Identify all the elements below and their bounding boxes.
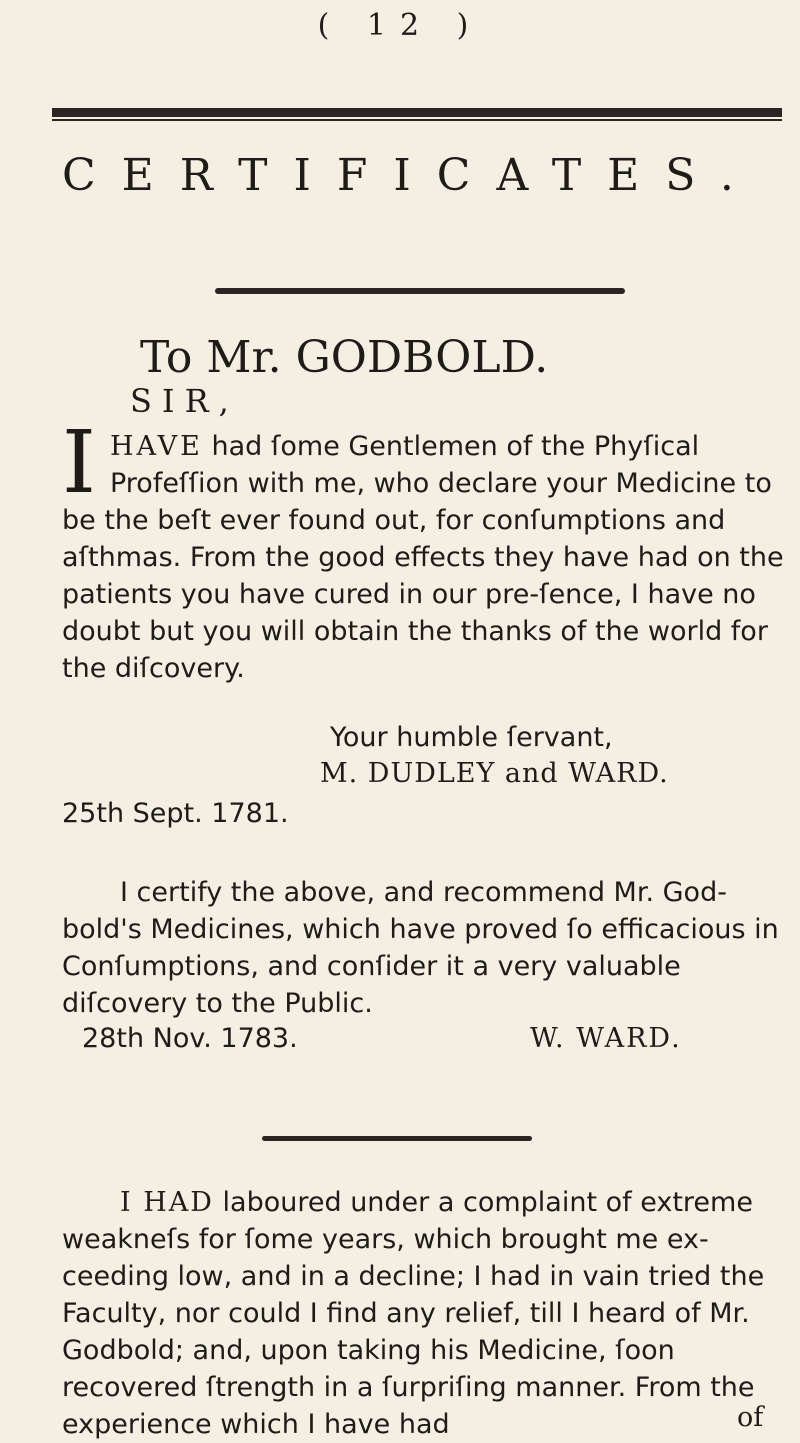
letter1-closing: Your humble ſervant, [330, 722, 613, 753]
letter3-lead-words: I HAD [120, 1187, 214, 1218]
letter3-body [62, 1184, 788, 1443]
letter2-body: I certify the above, and recommend Mr. God-bold's Medicines, which have proved ſo efficacious in Conſumptions, and conſider it a very valuable diſcovery to the Public. [62, 877, 779, 1019]
letter1-salutation: To Mr. GODBOLD. [140, 332, 549, 383]
section-rule [262, 1136, 532, 1141]
letter1-date: 25th Sept. 1781. [62, 798, 289, 829]
header-rule-thin [52, 119, 782, 121]
letter1-lead-words: HAVE [109, 431, 203, 462]
letter1-greeting: SIR, [130, 382, 239, 420]
letter1-signature: M. DUDLEY and WARD. [320, 758, 669, 789]
page-number: ( 12 ) [317, 8, 483, 43]
title-rule [215, 288, 625, 294]
letter1-text: had ſome Gentlemen of the Phyſical Profeſſion with me, who declare your Medicine to be the beſt ever found out, for conſumptions and aſthmas. From the good effects they have had on the patients you have cured in our pre-ſence, I have no doubt but you will obtain the thanks of the world for the diſcovery. [62, 431, 784, 684]
drop-cap: I [62, 413, 96, 513]
catchword: of [737, 1402, 764, 1433]
letter3-text: laboured under a complaint of extreme weakneſs for ſome years, which brought me ex-ceeding low, and in a decline; I had in vain tried the Faculty, nor could I find any relief, till I heard of Mr. Godbold; and, upon taking his Medicine, ſoon recovered ſtrength in a ſurpriſing manner. From the experience which I have had [62, 1187, 765, 1440]
section-title: CERTIFICATES. [62, 150, 760, 201]
header-rule [52, 108, 782, 117]
letter2-date: 28th Nov. 1783. [82, 1023, 298, 1054]
letter2-signature: W. WARD. [530, 1023, 682, 1054]
letter1-body [62, 413, 788, 687]
